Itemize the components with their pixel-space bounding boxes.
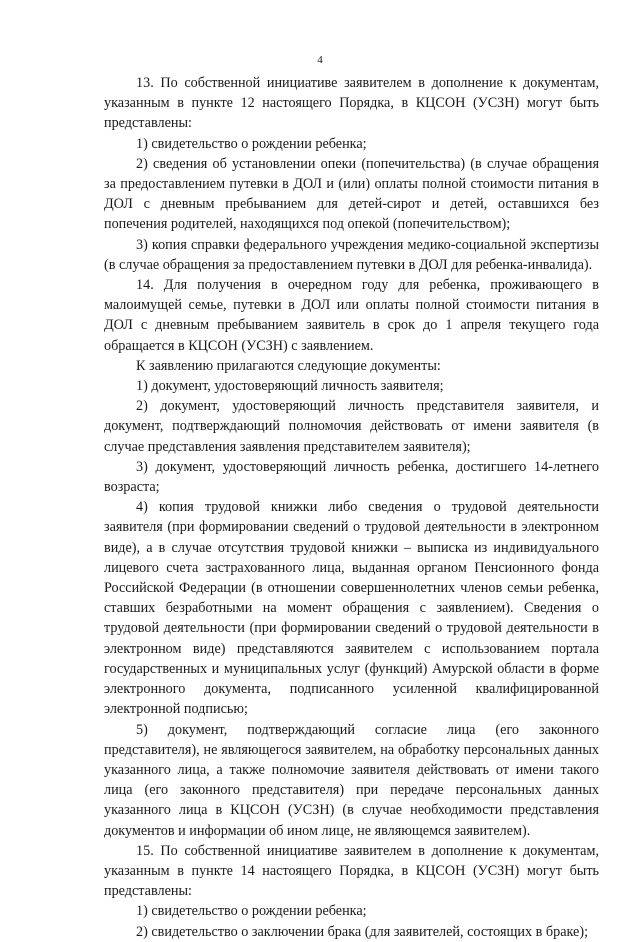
paragraph-14-item-1: 1) документ, удостоверяющий личность заявителя; <box>136 378 444 395</box>
page-number: 4 <box>317 54 323 66</box>
paragraph-14-item-5: 5) документ, подтверждающий согласие лица (его законного представителя), не являющегося заявителем, на обработку персональных данных указанного лица, а также полномочие заявителя действовать от имени такого лица (его законного представителя) при передаче персональных данных указанного лица в КЦСОН (УСЗН) (в случае необходимости представления документов и информации об ином лице, не являющемся заявителем). <box>104 721 599 839</box>
paragraph-15-intro: 15. По собственной инициативе заявителем в дополнение к документам, указанным в пункте 14 настоящего Порядка, в КЦСОН (УСЗН) могут быть представлены: <box>104 842 599 900</box>
paragraph-13-item-3: 3) копия справки федерального учреждения медико-социальной экспертизы (в случае обращения за предоставлением путевки в ДОЛ для ребенка-инвалида). <box>104 236 599 273</box>
paragraph-14-item-3: 3) документ, удостоверяющий личность ребенка, достигшего 14-летнего возраста; <box>104 458 599 496</box>
paragraph-15-item-2: 2) свидетельство о заключении брака (для заявителей, состоящих в браке); <box>136 923 589 940</box>
paragraph-14-item-2: 2) документ, удостоверяющий личность представителя заявителя, и документ, подтверждающий полномочия действовать от имени заявителя (в случае представления заявления представителем заявителя); <box>104 398 599 455</box>
paragraph-15-item-1: 1) свидетельство о рождении ребенка; <box>136 903 367 920</box>
paragraph-14-attachments-heading: К заявлению прилагаются следующие документы: <box>136 357 441 374</box>
document-body <box>104 73 599 942</box>
paragraph-13-item-2: 2) сведения об установлении опеки (попечительства) (в случае обращения за предоставлением путевки в ДОЛ и (или) оплаты полной стоимости питания в ДОЛ с дневным пребыванием для детей-сирот и детей, оставшихся без попечения родителей, находящихся под опекой (попечительством); <box>104 155 599 233</box>
paragraph-14-intro: 14. Для получения в очередном году для ребенка, проживающего в малоимущей семье, путевки в ДОЛ или оплаты полной стоимости питания в ДОЛ с дневным пребыванием заявитель в срок до 1 апреля текущего года обращается в КЦСОН (УСЗН) с заявлением. <box>104 277 599 354</box>
paragraph-13-item-1: 1) свидетельство о рождении ребенка; <box>136 135 367 152</box>
paragraph-13-intro: 13. По собственной инициативе заявителем в дополнение к документам, указанным в пункте 12 настоящего Порядка, в КЦСОН (УСЗН) могут быть представлены: <box>104 75 599 132</box>
paragraph-14-item-4: 4) копия трудовой книжки либо сведения о трудовой деятельности заявителя (при формировании сведений о трудовой деятельности в электронном виде), а в случае отсутствия трудовой книжки – выписка из индивидуального лицевого счета застрахованного лица, выданная органом Пенсионного фонда Российской Федерации (в отношении совершеннолетних членов семьи ребенка, ставших безработными на момент обращения с заявлением). Сведения о трудовой деятельности (при формировании сведений о трудовой деятельности в электронном виде) представляются заявителем с использованием портала государственных и муниципальных услуг (функций) Амурской области в форме электронного документа, подписанного усиленной квалифицированной электронной подписью; <box>104 499 599 718</box>
